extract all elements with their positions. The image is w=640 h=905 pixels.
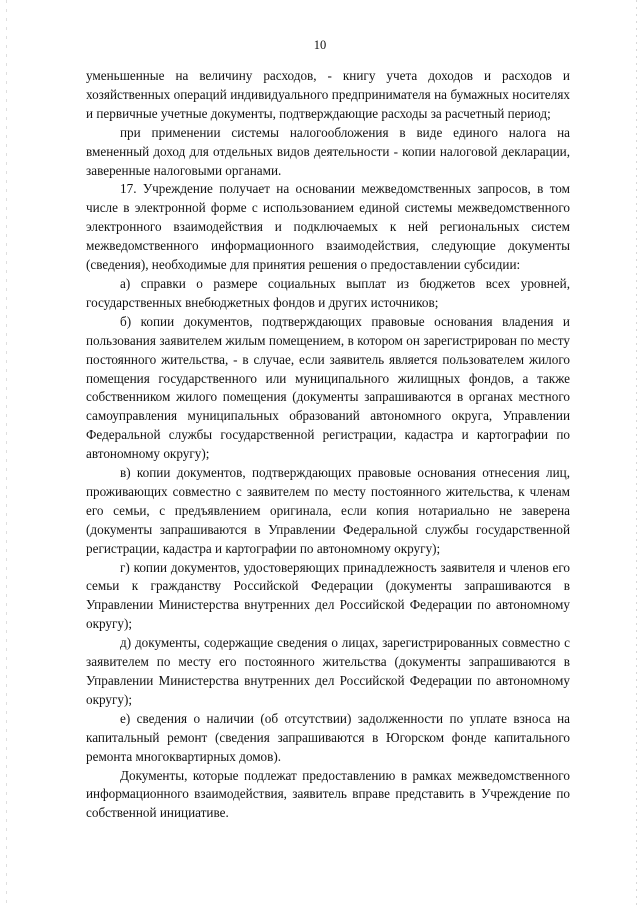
scan-edge-left [6, 0, 7, 905]
paragraph-item-b: б) копии документов, подтверждающих правовые основания владения и пользования заявителем жилым помещением, в котором он зарегистрирован по месту постоянного жительства, - в случае, если заявитель является пользователем жилого помещения государственного или муниципального жилищных фондов, а также собственником жилого помещения (документы запрашиваются в органах местного самоуправления муниципальных образований автономного округа, Управлении Федеральной службы государственной регистрации, кадастра и картографии по автономному округу); [86, 313, 570, 462]
paragraph-item-a: а) справки о размере социальных выплат из бюджетов всех уровней, государственных внебюджетных фондов и других источников; [86, 275, 570, 310]
scan-edge-right [636, 0, 637, 905]
document-body [86, 67, 570, 823]
paragraph-item-e: е) сведения о наличии (об отсутствии) задолженности по уплате взноса на капитальный ремонт (сведения запрашиваются в Югорском фонде капитального ремонта многоквартирных домов). [86, 710, 570, 764]
paragraph-item-d: д) документы, содержащие сведения о лицах, зарегистрированных совместно с заявителем по месту его постоянного жительства (документы запрашиваются в Управлении Министерства внутренних дел Российской Федерации по автономному округу); [86, 635, 570, 707]
paragraph-item-17: 17. Учреждение получает на основании межведомственных запросов, в том числе в электронной форме с использованием единой системы межведомственного электронного взаимодействия и подключаемых к ней региональных систем межведомственного информационного взаимодействия, следующие документы (сведения), необходимые для принятия решения о предоставлении субсидии: [86, 181, 570, 273]
paragraph-item-g: г) копии документов, удостоверяющих принадлежность заявителя и членов его семьи к гражданству Российской Федерации (документы запрашиваются в Управлении Министерства внутренних дел Российской Федерации по автономному округу); [86, 559, 570, 632]
paragraph-item-v: в) копии документов, подтверждающих правовые основания отнесения лиц, проживающих совместно с заявителем по месту постоянного жительства, к членам его семьи, с предъявлением оригинала, если копия нотариально не заверена (документы запрашиваются в Управлении Федеральной службы государственной регистрации, кадастра и картографии по автономному округу); [86, 465, 570, 556]
paragraph-closing: Документы, которые подлежат предоставлению в рамках межведомственного информационного взаимодействия, заявитель вправе представить в Учреждение по собственной инициативе. [86, 767, 570, 821]
paragraph-envd: при применении системы налогообложения в виде единого налога на вмененный доход для отдельных видов деятельности - копии налоговой декларации, заверенные налоговыми органами. [86, 124, 570, 178]
page-number: 10 [313, 38, 327, 52]
paragraph-continuation: уменьшенные на величину расходов, - книгу учета доходов и расходов и хозяйственных операций индивидуального предпринимателя на бумажных носителях и первичные учетные документы, подтверждающие расходы за расчетный период; [86, 68, 570, 121]
